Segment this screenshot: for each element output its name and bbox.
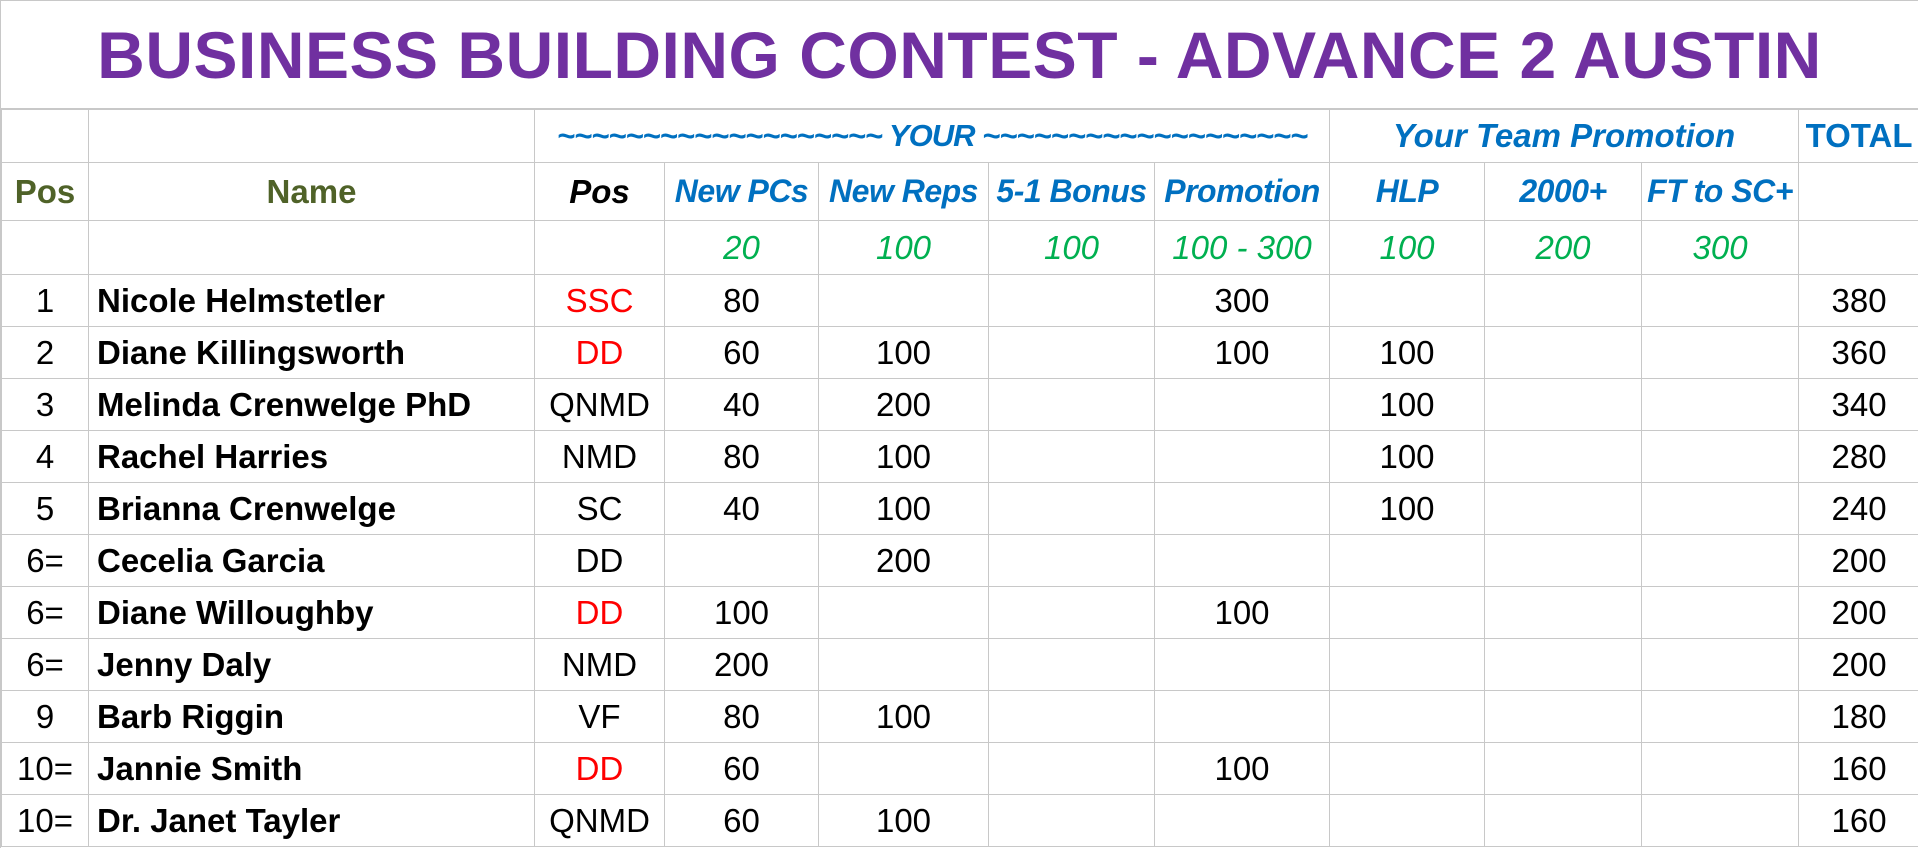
- cell-hlp: 100: [1330, 379, 1485, 431]
- points-new-reps: 100: [819, 221, 989, 275]
- cell-title: SSC: [535, 275, 665, 327]
- cell-total: 160: [1799, 795, 1918, 847]
- cell-rank: 9: [2, 691, 89, 743]
- cell-hlp: [1330, 275, 1485, 327]
- cell-name: Melinda Crenwelge PhD: [89, 379, 535, 431]
- group-cell-empty: [2, 110, 89, 163]
- cell-hlp: 100: [1330, 431, 1485, 483]
- points-hlp: 100: [1330, 221, 1485, 275]
- cell-new-reps: [819, 587, 989, 639]
- cell-bonus: [989, 275, 1155, 327]
- cell-name: Rachel Harries: [89, 431, 535, 483]
- cell-new-pcs: 60: [665, 743, 819, 795]
- cell-new-pcs: 100: [665, 587, 819, 639]
- page-title: BUSINESS BUILDING CONTEST - ADVANCE 2 AUSTIN: [97, 17, 1822, 92]
- table-row: [2, 431, 1918, 483]
- cell-name: Dr. Janet Tayler: [89, 795, 535, 847]
- cell-name: Jannie Smith: [89, 743, 535, 795]
- cell-title: DD: [535, 743, 665, 795]
- group-team-header: Your Team Promotion: [1330, 110, 1799, 163]
- cell-total: 200: [1799, 639, 1918, 691]
- cell-title: DD: [535, 327, 665, 379]
- cell-2000: [1485, 483, 1642, 535]
- points-cell-empty: [535, 221, 665, 275]
- cell-promotion: 100: [1155, 587, 1330, 639]
- cell-rank: 4: [2, 431, 89, 483]
- cell-2000: [1485, 379, 1642, 431]
- column-header-row: [2, 163, 1918, 221]
- cell-hlp: 100: [1330, 327, 1485, 379]
- cell-rank: 3: [2, 379, 89, 431]
- cell-promotion: 100: [1155, 327, 1330, 379]
- cell-rank: 6=: [2, 535, 89, 587]
- cell-promotion: 100: [1155, 743, 1330, 795]
- header-ft-sc: FT to SC+: [1642, 163, 1799, 221]
- cell-title: DD: [535, 587, 665, 639]
- header-2000: 2000+: [1485, 163, 1642, 221]
- cell-2000: [1485, 431, 1642, 483]
- header-name: Name: [89, 163, 535, 221]
- cell-new-pcs: 200: [665, 639, 819, 691]
- cell-total: 340: [1799, 379, 1918, 431]
- cell-ft-sc: [1642, 743, 1799, 795]
- cell-hlp: 100: [1330, 483, 1485, 535]
- header-promotion: Promotion: [1155, 163, 1330, 221]
- cell-promotion: [1155, 691, 1330, 743]
- cell-bonus: [989, 639, 1155, 691]
- cell-bonus: [989, 379, 1155, 431]
- cell-hlp: [1330, 639, 1485, 691]
- header-rank-pos: Pos: [2, 163, 89, 221]
- group-total-header: TOTAL: [1799, 110, 1918, 163]
- points-ft-sc: 300: [1642, 221, 1799, 275]
- cell-title: VF: [535, 691, 665, 743]
- cell-rank: 6=: [2, 639, 89, 691]
- cell-bonus: [989, 587, 1155, 639]
- cell-name: Barb Riggin: [89, 691, 535, 743]
- header-new-pcs: New PCs: [665, 163, 819, 221]
- cell-2000: [1485, 743, 1642, 795]
- cell-hlp: [1330, 691, 1485, 743]
- cell-bonus: [989, 795, 1155, 847]
- points-bonus: 100: [989, 221, 1155, 275]
- cell-ft-sc: [1642, 379, 1799, 431]
- header-title-pos: Pos: [535, 163, 665, 221]
- cell-hlp: [1330, 587, 1485, 639]
- cell-new-reps: [819, 275, 989, 327]
- cell-rank: 6=: [2, 587, 89, 639]
- cell-name: Cecelia Garcia: [89, 535, 535, 587]
- cell-2000: [1485, 587, 1642, 639]
- table-row: [2, 795, 1918, 847]
- cell-new-pcs: [665, 535, 819, 587]
- cell-total: 180: [1799, 691, 1918, 743]
- cell-2000: [1485, 327, 1642, 379]
- group-your-header: ~~~~~~~~~~~~~~~~~~~ YOUR ~~~~~~~~~~~~~~~~~~~: [535, 110, 1330, 163]
- cell-title: QNMD: [535, 379, 665, 431]
- cell-hlp: [1330, 535, 1485, 587]
- table-row: [2, 379, 1918, 431]
- group-cell-empty: [89, 110, 535, 163]
- cell-hlp: [1330, 743, 1485, 795]
- cell-ft-sc: [1642, 795, 1799, 847]
- cell-new-reps: 100: [819, 431, 989, 483]
- points-new-pcs: 20: [665, 221, 819, 275]
- cell-total: 280: [1799, 431, 1918, 483]
- table-row: [2, 691, 1918, 743]
- cell-2000: [1485, 535, 1642, 587]
- cell-rank: 1: [2, 275, 89, 327]
- cell-hlp: [1330, 795, 1485, 847]
- cell-bonus: [989, 431, 1155, 483]
- cell-promotion: 300: [1155, 275, 1330, 327]
- cell-promotion: [1155, 795, 1330, 847]
- header-bonus: 5-1 Bonus: [989, 163, 1155, 221]
- cell-new-reps: 100: [819, 795, 989, 847]
- cell-2000: [1485, 275, 1642, 327]
- cell-new-pcs: 80: [665, 691, 819, 743]
- cell-total: 240: [1799, 483, 1918, 535]
- points-2000: 200: [1485, 221, 1642, 275]
- cell-rank: 10=: [2, 743, 89, 795]
- header-hlp: HLP: [1330, 163, 1485, 221]
- cell-ft-sc: [1642, 431, 1799, 483]
- cell-total: 160: [1799, 743, 1918, 795]
- cell-new-reps: 200: [819, 535, 989, 587]
- table-row: [2, 327, 1918, 379]
- cell-name: Diane Willoughby: [89, 587, 535, 639]
- cell-ft-sc: [1642, 327, 1799, 379]
- table-row: [2, 587, 1918, 639]
- points-row: [2, 221, 1918, 275]
- cell-name: Brianna Crenwelge: [89, 483, 535, 535]
- table-row: [2, 275, 1918, 327]
- cell-total: 200: [1799, 535, 1918, 587]
- points-promotion: 100 - 300: [1155, 221, 1330, 275]
- header-new-reps: New Reps: [819, 163, 989, 221]
- cell-bonus: [989, 743, 1155, 795]
- header-total-empty: [1799, 163, 1918, 221]
- cell-rank: 5: [2, 483, 89, 535]
- cell-2000: [1485, 691, 1642, 743]
- table-row: [2, 483, 1918, 535]
- cell-title: NMD: [535, 639, 665, 691]
- cell-new-pcs: 80: [665, 275, 819, 327]
- cell-title: QNMD: [535, 795, 665, 847]
- cell-ft-sc: [1642, 691, 1799, 743]
- table-row: [2, 535, 1918, 587]
- points-cell-empty: [89, 221, 535, 275]
- cell-2000: [1485, 795, 1642, 847]
- cell-title: DD: [535, 535, 665, 587]
- cell-total: 200: [1799, 587, 1918, 639]
- title-row: [1, 1, 1918, 109]
- cell-ft-sc: [1642, 275, 1799, 327]
- points-cell-empty: [2, 221, 89, 275]
- cell-ft-sc: [1642, 483, 1799, 535]
- cell-ft-sc: [1642, 587, 1799, 639]
- cell-name: Nicole Helmstetler: [89, 275, 535, 327]
- cell-bonus: [989, 535, 1155, 587]
- cell-title: NMD: [535, 431, 665, 483]
- cell-promotion: [1155, 431, 1330, 483]
- cell-promotion: [1155, 379, 1330, 431]
- cell-new-reps: 100: [819, 483, 989, 535]
- cell-new-pcs: 40: [665, 379, 819, 431]
- cell-promotion: [1155, 639, 1330, 691]
- cell-new-pcs: 60: [665, 795, 819, 847]
- cell-title: SC: [535, 483, 665, 535]
- contest-table: [1, 109, 1918, 847]
- cell-new-reps: [819, 743, 989, 795]
- cell-ft-sc: [1642, 535, 1799, 587]
- cell-name: Jenny Daly: [89, 639, 535, 691]
- cell-rank: 2: [2, 327, 89, 379]
- cell-2000: [1485, 639, 1642, 691]
- table-row: [2, 639, 1918, 691]
- cell-ft-sc: [1642, 639, 1799, 691]
- cell-bonus: [989, 483, 1155, 535]
- cell-name: Diane Killingsworth: [89, 327, 535, 379]
- cell-new-reps: 100: [819, 691, 989, 743]
- cell-new-pcs: 80: [665, 431, 819, 483]
- cell-new-reps: [819, 639, 989, 691]
- table-row: [2, 743, 1918, 795]
- cell-total: 380: [1799, 275, 1918, 327]
- group-header-row: [2, 110, 1918, 163]
- cell-bonus: [989, 691, 1155, 743]
- cell-new-reps: 200: [819, 379, 989, 431]
- cell-total: 360: [1799, 327, 1918, 379]
- points-cell-empty: [1799, 221, 1918, 275]
- cell-new-pcs: 60: [665, 327, 819, 379]
- cell-rank: 10=: [2, 795, 89, 847]
- cell-bonus: [989, 327, 1155, 379]
- cell-promotion: [1155, 483, 1330, 535]
- cell-new-reps: 100: [819, 327, 989, 379]
- cell-promotion: [1155, 535, 1330, 587]
- cell-new-pcs: 40: [665, 483, 819, 535]
